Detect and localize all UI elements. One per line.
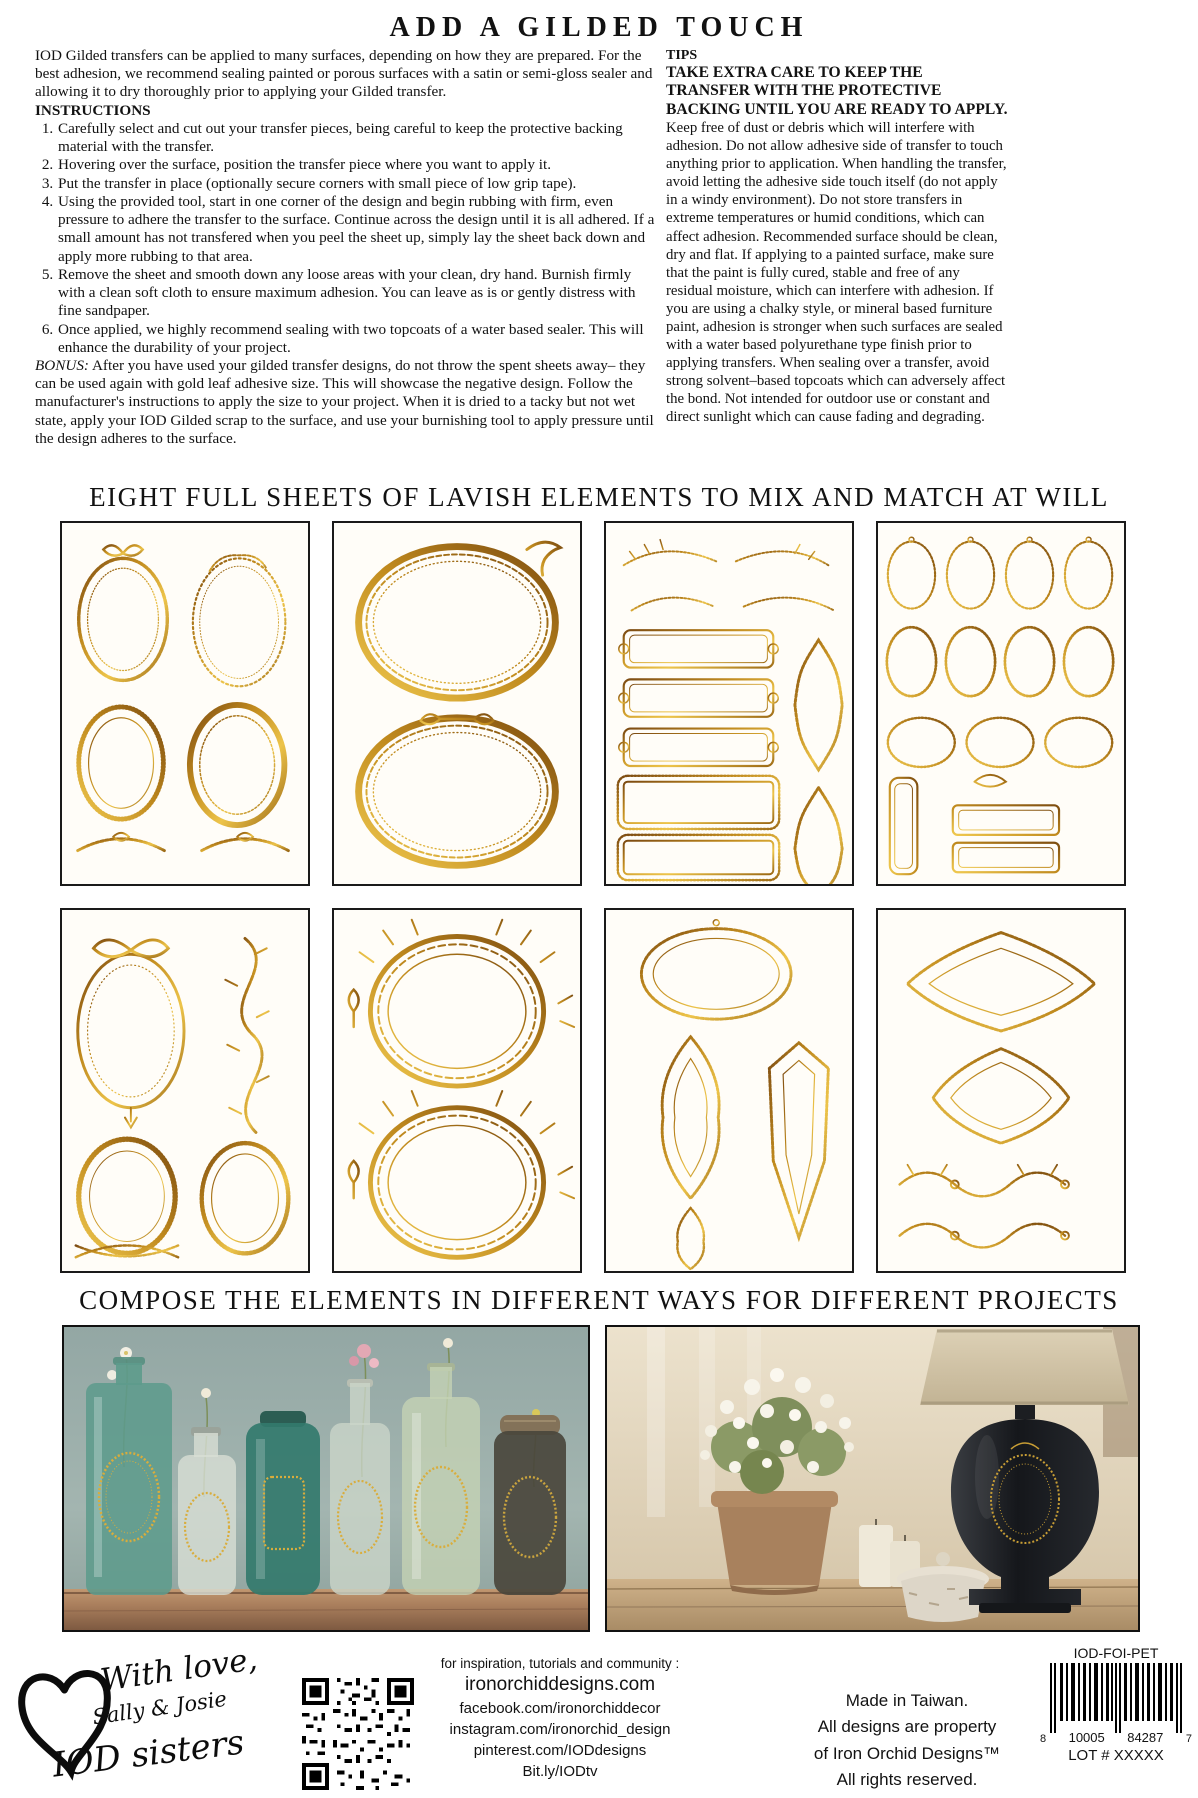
qr-code-art [302,1678,414,1790]
bonus-text: After you have used your gilded transfer designs, do not throw the spent sheets away– they can be used again with gold leaf adhesive size. This will showcase the negative design. Follow the manufacturer's instructions to apply the size to your project. When it is dried to a tacky but not wet state, apply your IOD Gilded scrap to the surface, and use your burnishing tool to apply pressure until the design adheres to the surface. [35,356,654,447]
community-links [412,1656,708,1784]
tips-heading: TIPS [666,48,698,63]
instruction-step-6: 6. Once applied, we highly recommend sealing with two topcoats of a water based sealer. This will enhance the durability of your project. [57,321,657,357]
bonus-label: BONUS: [35,356,89,374]
instruction-step-4: 4. Using the provided tool, start in one corner of the design and begin rubbing with firm, even pressure to adhere the transfer to the surface. Continue across the design until it is all adhered. If a small amount has not transfered when you peel the sheet up, simply lay the sheet back down and apply more rubbing to that area. [57,193,657,266]
instruction-step-5: 5. Remove the sheet and smooth down any loose areas with your clean, dry hand. Burnish firmly with a clean soft cloth to ensure maximum adhesion. You can leave as is or gently distress with fine sandpaper. [57,266,657,321]
transfer-sheet-4 [876,521,1126,886]
transfer-sheet-3 [604,521,854,886]
sheet-6-art [334,910,580,1271]
legal-line-2: All designs are property [817,1717,997,1737]
website-link: ironorchiddesigns.com [464,1674,656,1695]
instructions-heading: INSTRUCTIONS [35,101,151,119]
transfer-sheet-5 [60,908,310,1273]
sheet-7-art [606,910,852,1271]
made-in-line: Made in Taiwan. [845,1691,969,1710]
upc-check: 7 [1185,1733,1192,1745]
sheet-2-art [334,523,580,884]
signature-line-1: With love, [98,1641,260,1699]
bottle-teal-jar [246,1411,320,1595]
upc-group-1: 10005 [1068,1730,1105,1745]
instruction-step-2: 2. Hovering over the surface, position the transfer piece where you want to apply it. [57,156,657,174]
tips-column [666,47,1010,426]
bottles-photo [62,1325,590,1632]
tips-body: Keep free of dust or debris which will interfere with adhesion. Do not allow adhesive side of transfer to touch anything prior to application. When handling the transfer, avoid letting the adhesive side touch itself (do not apply in a windy environment). Do not store transfers in extreme temperatures or humid conditions, which can affect adhesion. Recommended surface should be clean, dry and flat. If applying to a painted surface, make sure that the paint is fully cured, stable and free of any residual moisture, which can interfere with adhesion. If you are using a chalky style, or mineral based furniture paint, adhesion is stronger when such surfaces are sealed with a water based polyurethane type finish prior to applying transfers. When sealing over a transfer, avoid strong solvent–based topcoats which can adversely affect the bond. Not intended for outdoor use or constant and direct sunlight which can cause fading and degrading. [666,120,1007,425]
bitly-link: Bit.ly/IODtv [522,1763,598,1780]
instruction-step-1: 1. Carefully select and cut out your transfer pieces, being careful to keep the protective backing material with the transfer. [57,120,657,156]
lot-number: LOT # XXXXX [1068,1747,1164,1764]
bonus-paragraph [35,357,657,448]
sheets-section-heading: EIGHT FULL SHEETS OF LAVISH ELEMENTS TO MIX AND MATCH AT WILL [89,482,1109,512]
intro-paragraph: IOD Gilded transfers can be applied to many surfaces, depending on how they are prepared. For the best adhesion, we recommend sealing painted or porous surfaces with a satin or semi-gloss sealer and allowing it to dry thoroughly prior to applying your Gilded transfer. [35,47,653,101]
legal-line-3: of Iron Orchid Designs™ [813,1743,1001,1763]
sheet-5-art [62,910,308,1271]
instagram-link: instagram.com/ironorchid_design [449,1721,671,1738]
sheet-1-art [62,523,308,884]
tips-warning: TAKE EXTRA CARE TO KEEP THE TRANSFER WITH THE PROTECTIVE BACKING UNTIL YOU ARE READY TO APPLY. [666,64,1008,118]
upc-group-2: 84287 [1127,1730,1164,1745]
left-text-column [35,47,657,448]
signature-line-3: IOD sisters [50,1722,247,1786]
upc-prefix: 8 [1040,1733,1047,1745]
transfer-sheets-grid [60,521,1126,1273]
transfer-sheet-8 [876,908,1126,1273]
qr-code [302,1678,414,1790]
bottles-photo-art [64,1327,588,1630]
bottle-green-tall [402,1363,480,1595]
instructions-list [35,120,657,357]
signature-line-2: Sally & Josie [90,1686,229,1730]
product-code-block [1040,1645,1192,1764]
transfer-sheet-7 [604,908,854,1273]
legal-block [768,1688,1046,1793]
bottle-amber-jar [494,1415,566,1595]
barcode [1040,1663,1192,1737]
flower-pot [711,1491,838,1595]
bottle-teal-tall [86,1357,172,1595]
sheet-3-art [606,523,852,884]
sheet-4-art [878,523,1124,884]
sku-label: IOD-FOI-PET [1073,1645,1159,1661]
legal-line-4: All rights reserved. [836,1770,978,1790]
instruction-step-3: 3. Put the transfer in place (optionally secure corners with small piece of low grip tape). [57,175,657,193]
compose-section-heading: COMPOSE THE ELEMENTS IN DIFFERENT WAYS FOR DIFFERENT PROJECTS [79,1285,1119,1315]
facebook-link: facebook.com/ironorchiddecor [459,1700,661,1717]
lamp-photo [605,1325,1140,1632]
pinterest-link: pinterest.com/IODdesigns [473,1742,647,1759]
transfer-sheet-2 [332,521,582,886]
community-intro: for inspiration, tutorials and community : [440,1656,680,1671]
lamp-photo-art [607,1327,1138,1630]
sheet-8-art [878,910,1124,1271]
transfer-sheet-1 [60,521,310,886]
page-title: ADD A GILDED TOUCH [389,12,809,43]
signature-block [12,1641,292,1796]
transfer-sheet-6 [332,908,582,1273]
